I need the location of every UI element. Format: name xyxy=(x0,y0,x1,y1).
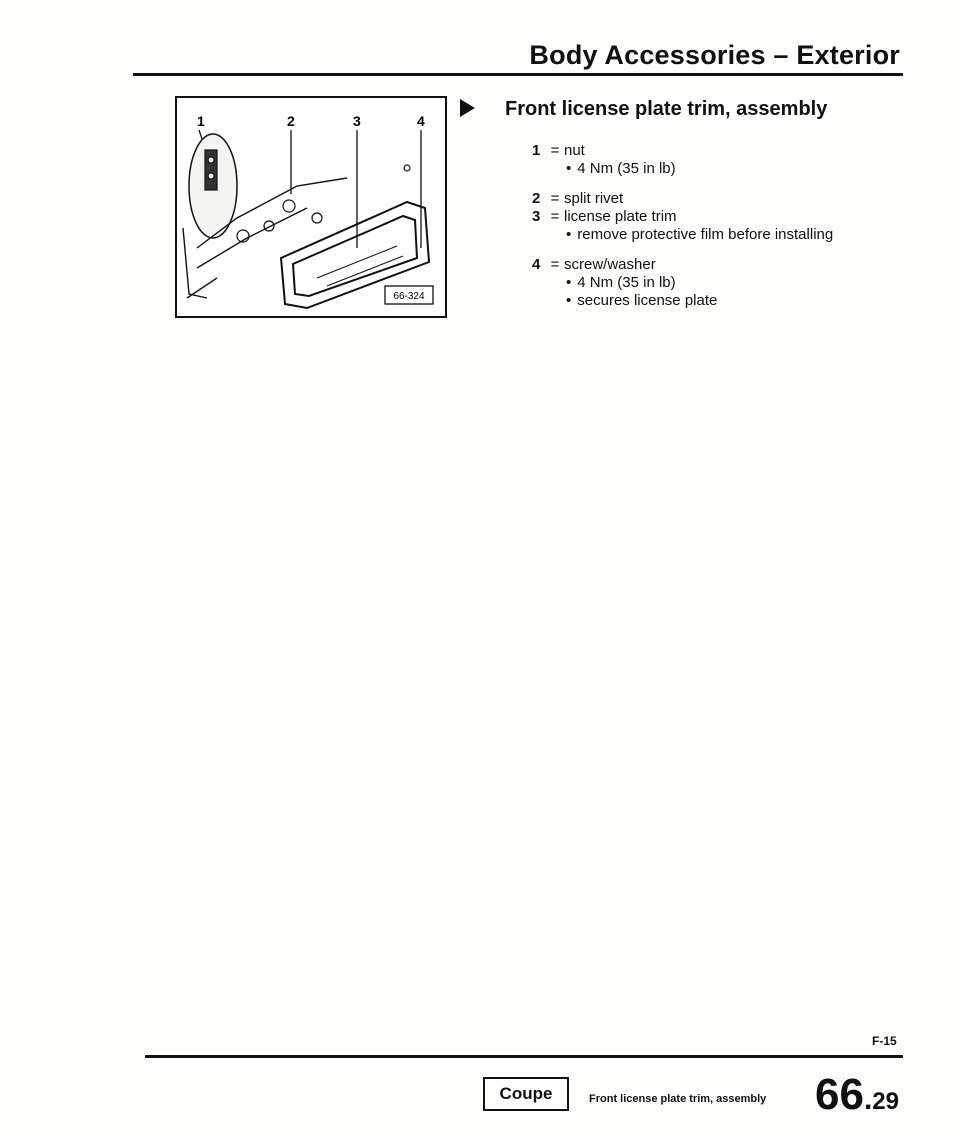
figure-code: 66-324 xyxy=(393,291,425,302)
item-number: 2 xyxy=(532,190,541,207)
item-equals: = xyxy=(550,142,560,159)
page-minor: 29 xyxy=(872,1088,899,1115)
item-note: • remove protective film before installing xyxy=(532,226,892,244)
list-item xyxy=(532,208,892,226)
list-item xyxy=(532,256,892,274)
item-note: • 4 Nm (35 in lb) xyxy=(532,274,892,292)
header-rule xyxy=(133,73,903,76)
page-code: F-15 xyxy=(872,1034,897,1048)
item-label: screw/washer xyxy=(564,256,656,273)
callout-1: 1 xyxy=(197,113,205,129)
page-number: 66.29 xyxy=(815,1070,899,1119)
footer-rule xyxy=(145,1055,903,1058)
section-title: Front license plate trim, assembly xyxy=(505,98,828,120)
item-number: 4 xyxy=(532,256,541,273)
page-header-title: Body Accessories – Exterior xyxy=(529,40,900,70)
callout-3: 3 xyxy=(353,113,361,129)
item-number: 3 xyxy=(532,208,541,225)
list-item xyxy=(532,142,892,160)
item-label: split rivet xyxy=(564,190,624,207)
parts-list xyxy=(532,142,892,310)
callout-4: 4 xyxy=(417,113,425,129)
pointer-arrow-icon xyxy=(460,99,475,117)
item-note: • secures license plate xyxy=(532,292,892,310)
license-plate-trim-illustration xyxy=(177,98,445,316)
item-equals: = xyxy=(550,208,560,225)
page-major: 66 xyxy=(815,1070,864,1119)
item-note: • 4 Nm (35 in lb) xyxy=(532,160,892,178)
item-label: license plate trim xyxy=(564,208,677,225)
item-number: 1 xyxy=(532,142,541,159)
item-equals: = xyxy=(550,190,560,207)
assembly-figure xyxy=(175,96,447,318)
footer-section-text: Front license plate trim, assembly xyxy=(589,1093,767,1105)
callout-2: 2 xyxy=(287,113,295,129)
item-label: nut xyxy=(564,142,585,159)
item-equals: = xyxy=(550,256,560,273)
list-item xyxy=(532,190,892,208)
model-box: Coupe xyxy=(483,1077,569,1111)
